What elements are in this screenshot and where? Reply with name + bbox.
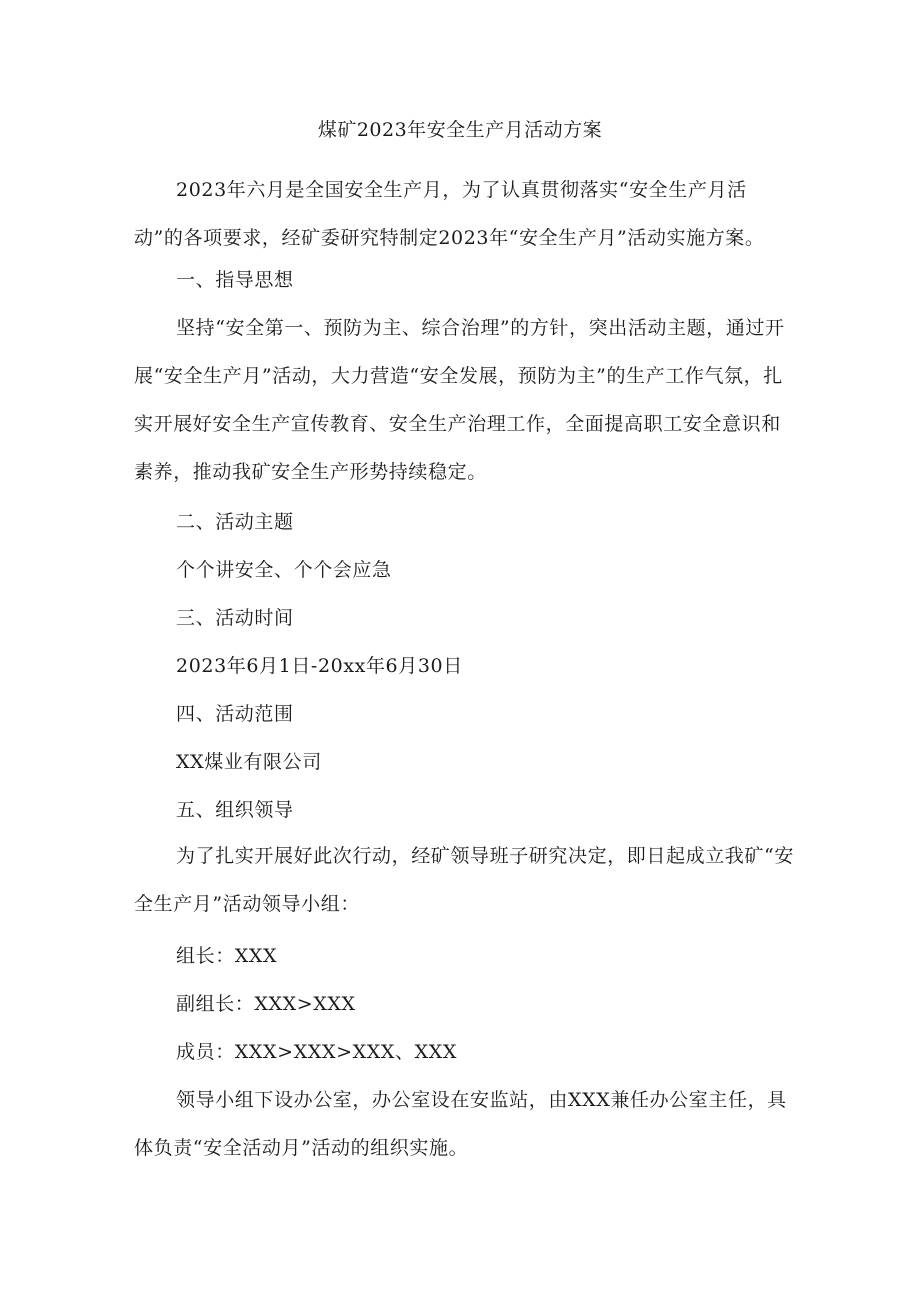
- organization-paragraph: 为了扎实开展好此次行动，经矿领导班子研究决定，即日起成立我矿“安全生产月”活动领导小组：: [134, 845, 794, 915]
- section-heading-guiding-ideology: 一、指导思想: [176, 269, 294, 291]
- activity-theme-text: 个个讲安全、个个会应急: [176, 559, 392, 581]
- office-paragraph: 领导小组下设办公室，办公室设在安监站，由XXX兼任办公室主任，具体负责“安全活动月”活动的组织实施。: [134, 1089, 787, 1159]
- document-title: 煤矿2023年安全生产月活动方案: [317, 119, 603, 141]
- deputy-leader-line: 副组长：XXX>XXX: [176, 993, 356, 1015]
- intro-paragraph: 2023年六月是全国安全生产月，为了认真贯彻落实“安全生产月活动”的各项要求，经矿委研究特制定2023年“安全生产月”活动实施方案。: [134, 179, 765, 249]
- members-line: 成员：XXX>XXX>XXX、XXX: [176, 1041, 457, 1063]
- activity-time-text: 2023年6月1日-20xx年6月30日: [176, 655, 463, 677]
- section-heading-activity-time: 三、活动时间: [176, 607, 294, 629]
- activity-scope-text: XX煤业有限公司: [176, 751, 322, 773]
- section-heading-organization: 五、组织领导: [176, 799, 294, 821]
- group-leader-line: 组长：XXX: [176, 945, 278, 967]
- guiding-ideology-paragraph: 坚持“安全第一、预防为主、综合治理”的方针，突出活动主题，通过开展“安全生产月”活动，大力营造“安全发展，预防为主”的生产工作气氛，扎实开展好安全生产宣传教育、安全生产治理工作，全面提高职工安全意识和素养，推动我矿安全生产形势持续稳定。: [134, 317, 785, 483]
- section-heading-activity-theme: 二、活动主题: [176, 511, 294, 533]
- section-heading-activity-scope: 四、活动范围: [176, 703, 294, 725]
